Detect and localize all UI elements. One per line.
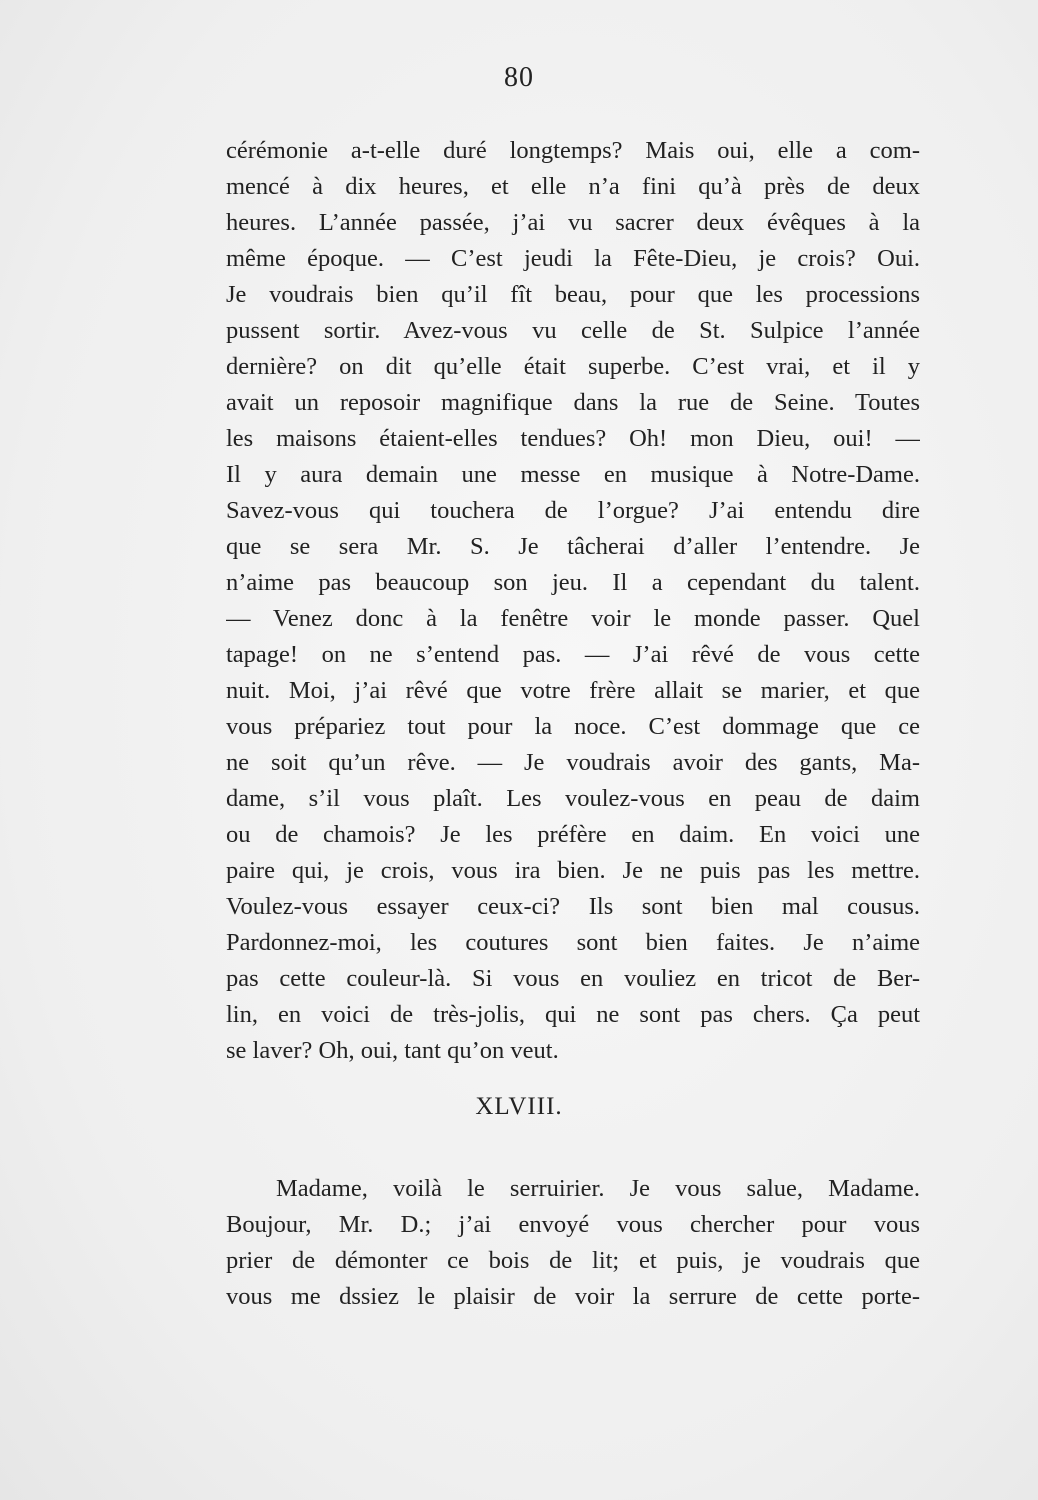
text-line: vous prépariez tout pour la noce. C’est dommage que ce	[226, 713, 920, 740]
text-line: dernière? on dit qu’elle était superbe. C’est vrai, et il y	[226, 353, 920, 380]
text-line: dame, s’il vous plaît. Les voulez-vous en peau de daim	[226, 785, 920, 812]
text-line: nuit. Moi, j’ai rêvé que votre frère allait se marier, et que	[226, 677, 920, 704]
text-line: les maisons étaient-elles tendues? Oh! mon Dieu, oui! —	[226, 425, 920, 452]
text-line: pas cette couleur-là. Si vous en vouliez en tricot de Ber-	[226, 965, 920, 992]
text-line: vous me dssiez le plaisir de voir la serrure de cette porte-	[226, 1283, 920, 1310]
text-line: n’aime pas beaucoup son jeu. Il a cependant du talent.	[226, 569, 920, 596]
page-number: 80	[504, 62, 534, 93]
text-line: tapage! on ne s’entend pas. — J’ai rêvé de vous cette	[226, 641, 920, 668]
text-line: ne soit qu’un rêve. — Je voudrais avoir des gants, Ma-	[226, 749, 920, 776]
text-line: pussent sortir. Avez-vous vu celle de St. Sulpice l’année	[226, 317, 920, 344]
text-line: Pardonnez-moi, les coutures sont bien faites. Je n’aime	[226, 929, 920, 956]
text-line: Madame, voilà le serruirier. Je vous salue, Madame.	[276, 1175, 920, 1202]
text-line: ou de chamois? Je les préfère en daim. En voici une	[226, 821, 920, 848]
text-line: que se sera Mr. S. Je tâcherai d’aller l’entendre. Je	[226, 533, 920, 560]
text-line: même époque. — C’est jeudi la Fête-Dieu, je crois? Oui.	[226, 245, 920, 272]
text-line: Je voudrais bien qu’il fît beau, pour que les processions	[226, 281, 920, 308]
text-line: Boujour, Mr. D.; j’ai envoyé vous chercher pour vous	[226, 1211, 920, 1238]
section-heading: XLVIII.	[475, 1093, 563, 1120]
text-line: paire qui, je crois, vous ira bien. Je ne puis pas les mettre.	[226, 857, 920, 884]
text-line: cérémonie a-t-elle duré longtemps? Mais oui, elle a com-	[226, 137, 920, 164]
text-line: se laver? Oh, oui, tant qu’on veut.	[226, 1037, 559, 1064]
text-line: Savez-vous qui touchera de l’orgue? J’ai entendu dire	[226, 497, 920, 524]
text-line: prier de démonter ce bois de lit; et puis, je voudrais que	[226, 1247, 920, 1274]
text-line: avait un reposoir magnifique dans la rue de Seine. Toutes	[226, 389, 920, 416]
text-line: Voulez-vous essayer ceux-ci? Ils sont bien mal cousus.	[226, 893, 920, 920]
text-line: mencé à dix heures, et elle n’a fini qu’à près de deux	[226, 173, 920, 200]
text-line: — Venez donc à la fenêtre voir le monde passer. Quel	[226, 605, 920, 632]
text-line: lin, en voici de très-jolis, qui ne sont pas chers. Ça peut	[226, 1001, 920, 1028]
text-line: heures. L’année passée, j’ai vu sacrer deux évêques à la	[226, 209, 920, 236]
text-line: Il y aura demain une messe en musique à Notre-Dame.	[226, 461, 920, 488]
